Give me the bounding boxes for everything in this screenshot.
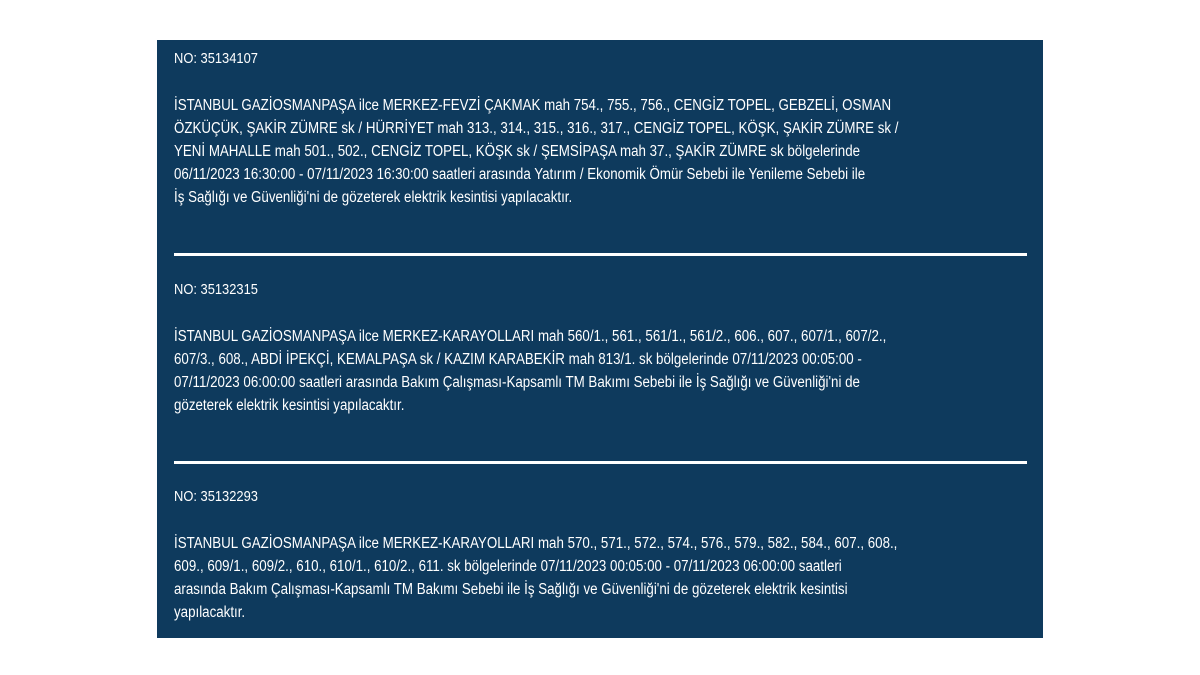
divider bbox=[174, 461, 1027, 464]
description-line: İş Sağlığı ve Güvenliği'ni de gözeterek elektrik kesintisi yapılacaktır. bbox=[174, 189, 573, 206]
outage-notice-panel bbox=[157, 40, 1043, 638]
outage-entry bbox=[174, 49, 1034, 209]
description-line: YENİ MAHALLE mah 501., 502., CENGİZ TOPEL, KÖŞK sk / ŞEMSİPAŞA mah 37., ŞAKİR ZÜMRE sk bölgelerinde bbox=[174, 143, 861, 160]
outage-entry bbox=[174, 487, 1034, 624]
entry-description bbox=[174, 532, 914, 624]
description-line: 07/11/2023 06:00:00 saatleri arasında Bakım Çalışması-Kapsamlı TM Bakımı Sebebi ile İş Sağlığı ve Güvenliği'ni de bbox=[174, 374, 860, 391]
description-line: İSTANBUL GAZİOSMANPAŞA ilce MERKEZ-KARAYOLLARI mah 560/1., 561., 561/1., 561/2., 606., 607., 607/1., 607/2., bbox=[174, 328, 887, 345]
description-line: 06/11/2023 16:30:00 - 07/11/2023 16:30:00 saatleri arasında Yatırım / Ekonomik Ömür Sebebi ile Yenileme Sebebi ile bbox=[174, 166, 866, 183]
outage-entry bbox=[174, 280, 1034, 417]
divider bbox=[174, 253, 1027, 256]
description-line: ÖZKÜÇÜK, ŞAKİR ZÜMRE sk / HÜRRİYET mah 313., 314., 315., 316., 317., CENGİZ TOPEL, KÖŞK, ŞAKİR ZÜMRE sk / bbox=[174, 120, 899, 137]
description-line: 609., 609/1., 609/2., 610., 610/1., 610/2., 611. sk bölgelerinde 07/11/2023 00:05:00 - 07/11/2023 06:00:00 saatleri bbox=[174, 558, 842, 575]
description-line: İSTANBUL GAZİOSMANPAŞA ilce MERKEZ-KARAYOLLARI mah 570., 571., 572., 574., 576., 579., 582., 584., 607., 608., bbox=[174, 535, 898, 552]
entry-number: NO: 35132293 bbox=[174, 488, 258, 505]
entry-number: NO: 35132315 bbox=[174, 281, 258, 298]
description-line: gözeterek elektrik kesintisi yapılacaktır. bbox=[174, 397, 405, 414]
description-line: arasında Bakım Çalışması-Kapsamlı TM Bakımı Sebebi ile İş Sağlığı ve Güvenliği'ni de gözeterek elektrik kesintisi bbox=[174, 581, 848, 598]
entry-number: NO: 35134107 bbox=[174, 50, 258, 67]
entry-description bbox=[174, 325, 914, 417]
description-line: 607/3., 608., ABDİ İPEKÇİ, KEMALPAŞA sk / KAZIM KARABEKİR mah 813/1. sk bölgelerinde 07/11/2023 00:05:00 - bbox=[174, 351, 862, 368]
description-line: İSTANBUL GAZİOSMANPAŞA ilce MERKEZ-FEVZİ ÇAKMAK mah 754., 755., 756., CENGİZ TOPEL, GEBZELİ, OSMAN bbox=[174, 97, 892, 114]
entry-description bbox=[174, 94, 914, 209]
description-line: yapılacaktır. bbox=[174, 604, 246, 621]
